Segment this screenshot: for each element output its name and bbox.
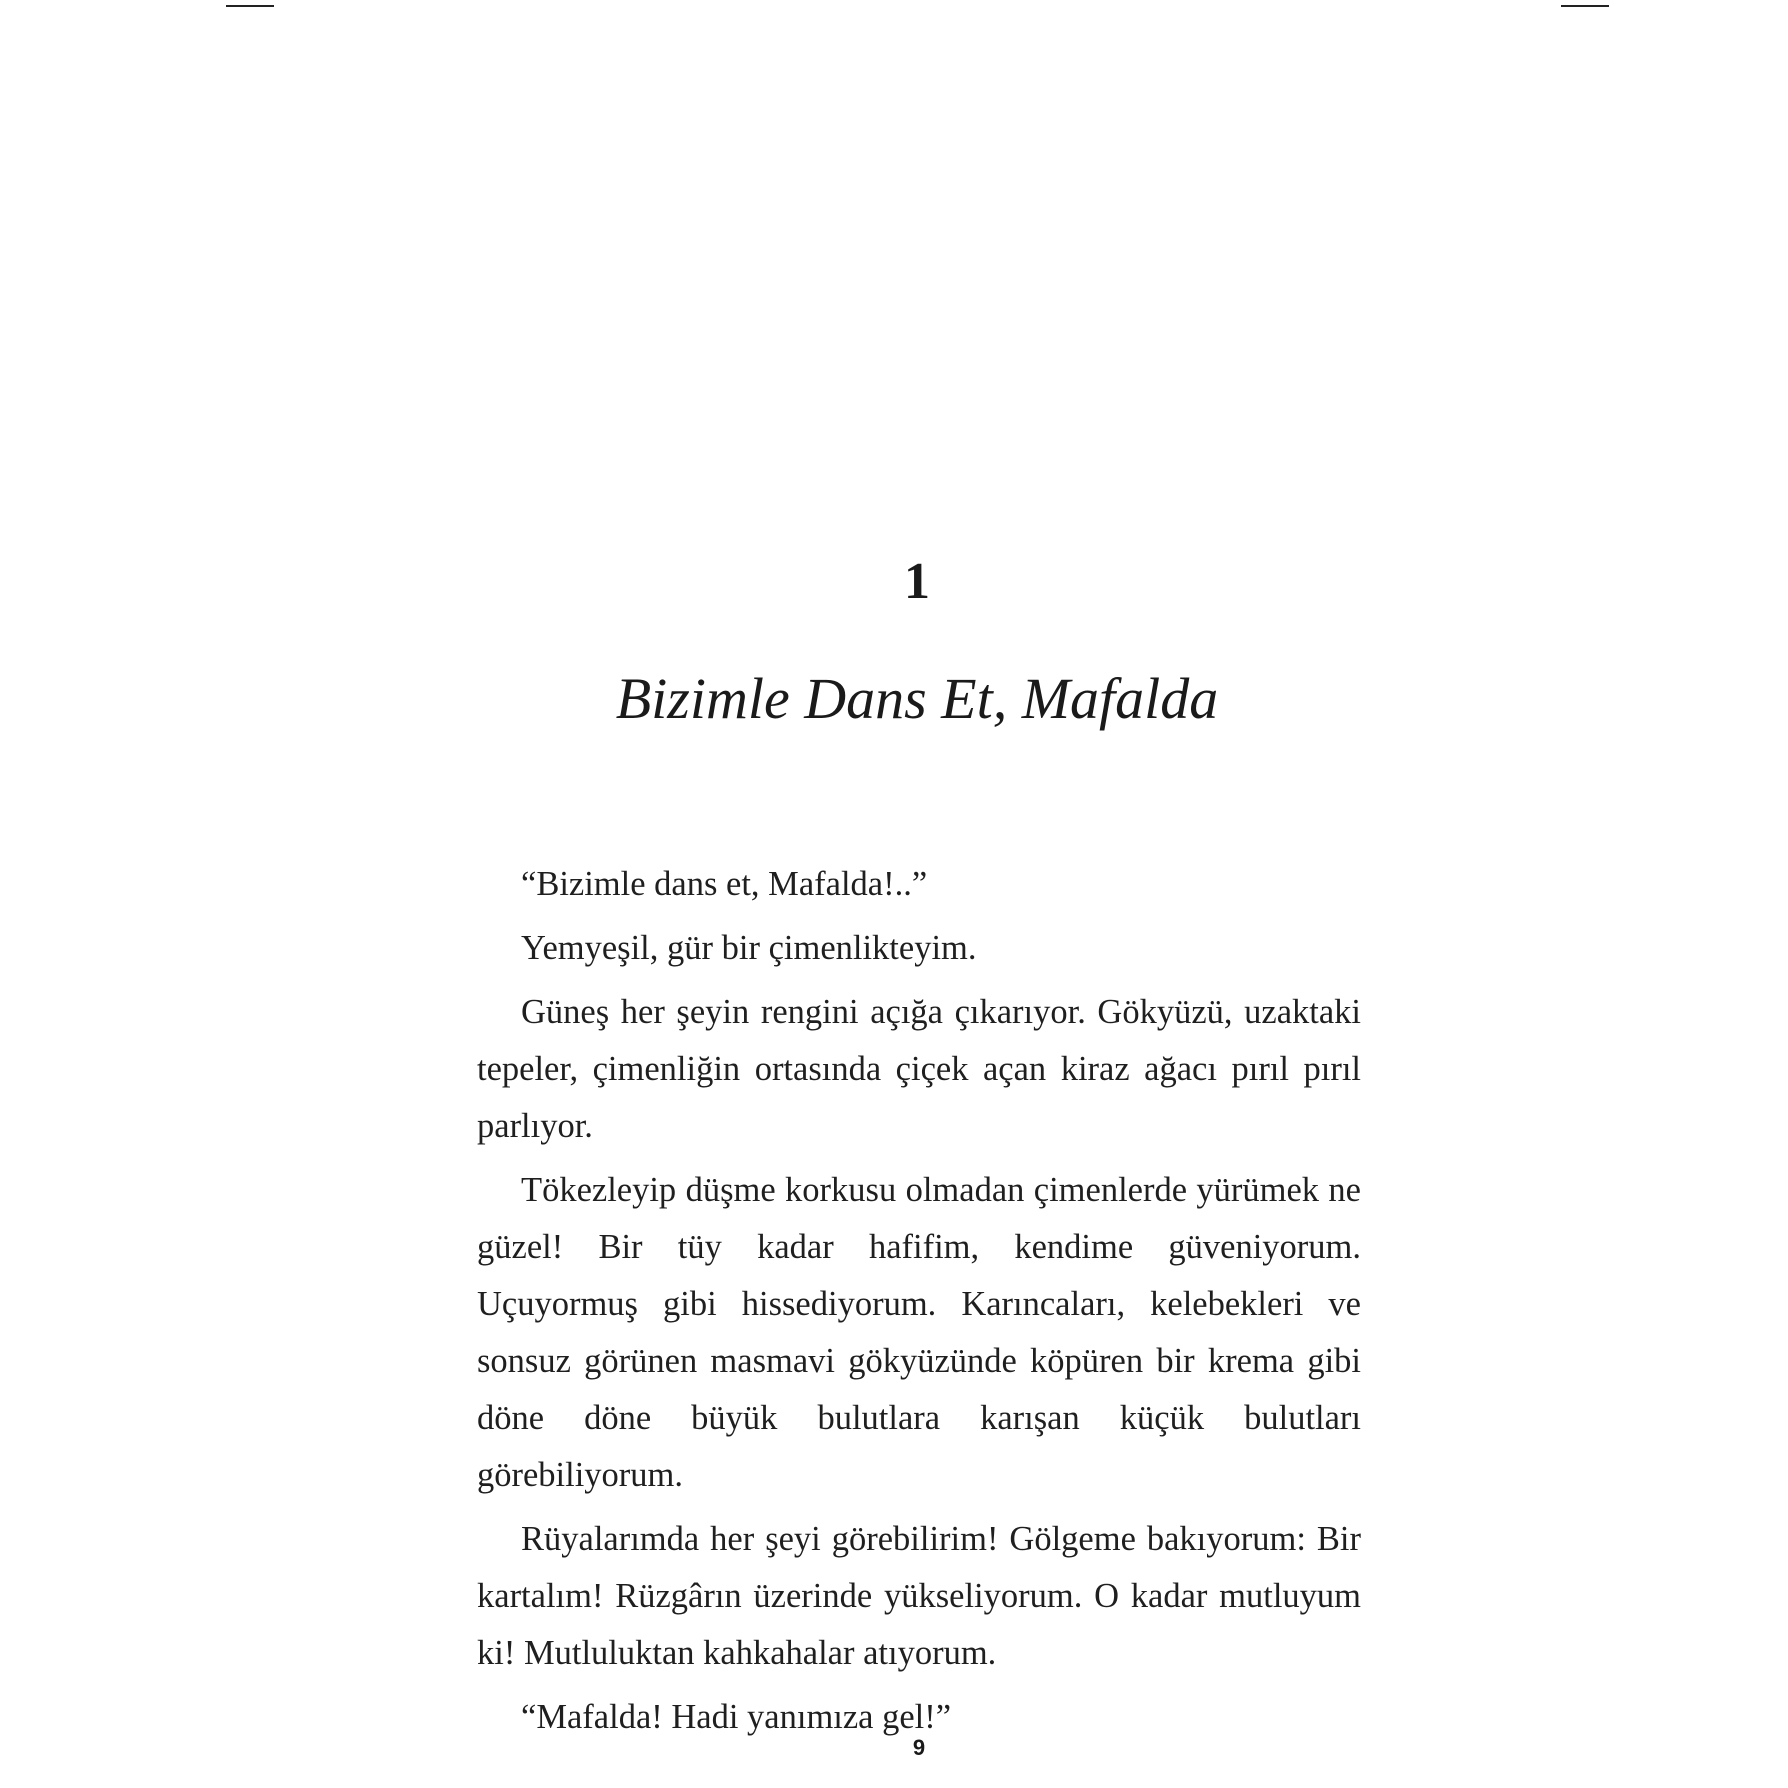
paragraph-6: “Mafalda! Hadi yanımıza gel!”	[521, 1698, 952, 1736]
page-number: 9	[912, 1735, 926, 1760]
paragraph-1: “Bizimle dans et, Mafalda!..”	[521, 865, 928, 903]
chapter-title: Bizimle Dans Et, Mafalda	[615, 666, 1219, 731]
chapter-body	[477, 856, 1361, 1753]
crop-mark-right	[1561, 5, 1609, 7]
paragraph-5: Rüyalarımda her şeyi görebilirim! Gölgeme bakıyorum: Bir kartalım! Rüzgârın üzerinde yükseliyorum. O kadar mutluyum ki! Mutluluktan kahkahalar atıyorum.	[477, 1520, 1361, 1672]
chapter-number: 1	[904, 553, 930, 610]
paragraph-2: Yemyeşil, gür bir çimenlikteyim.	[521, 929, 977, 967]
paragraph-3: Güneş her şeyin rengini açığa çıkarıyor. Gökyüzü, uzaktaki tepeler, çimenliğin ortasında çiçek açan kiraz ağacı pırıl pırıl parlıyor.	[477, 993, 1361, 1145]
crop-mark-left	[226, 5, 274, 7]
paragraph-4: Tökezleyip düşme korkusu olmadan çimenlerde yürümek ne güzel! Bir tüy kadar hafifim, kendime güveniyorum. Uçuyormuş gibi hissediyorum. Karıncaları, kelebekleri ve sonsuz görünen masmavi gökyüzünde köpüren bir krema gibi döne döne büyük bulutlara karışan küçük bulutları görebiliyorum.	[477, 1171, 1361, 1494]
